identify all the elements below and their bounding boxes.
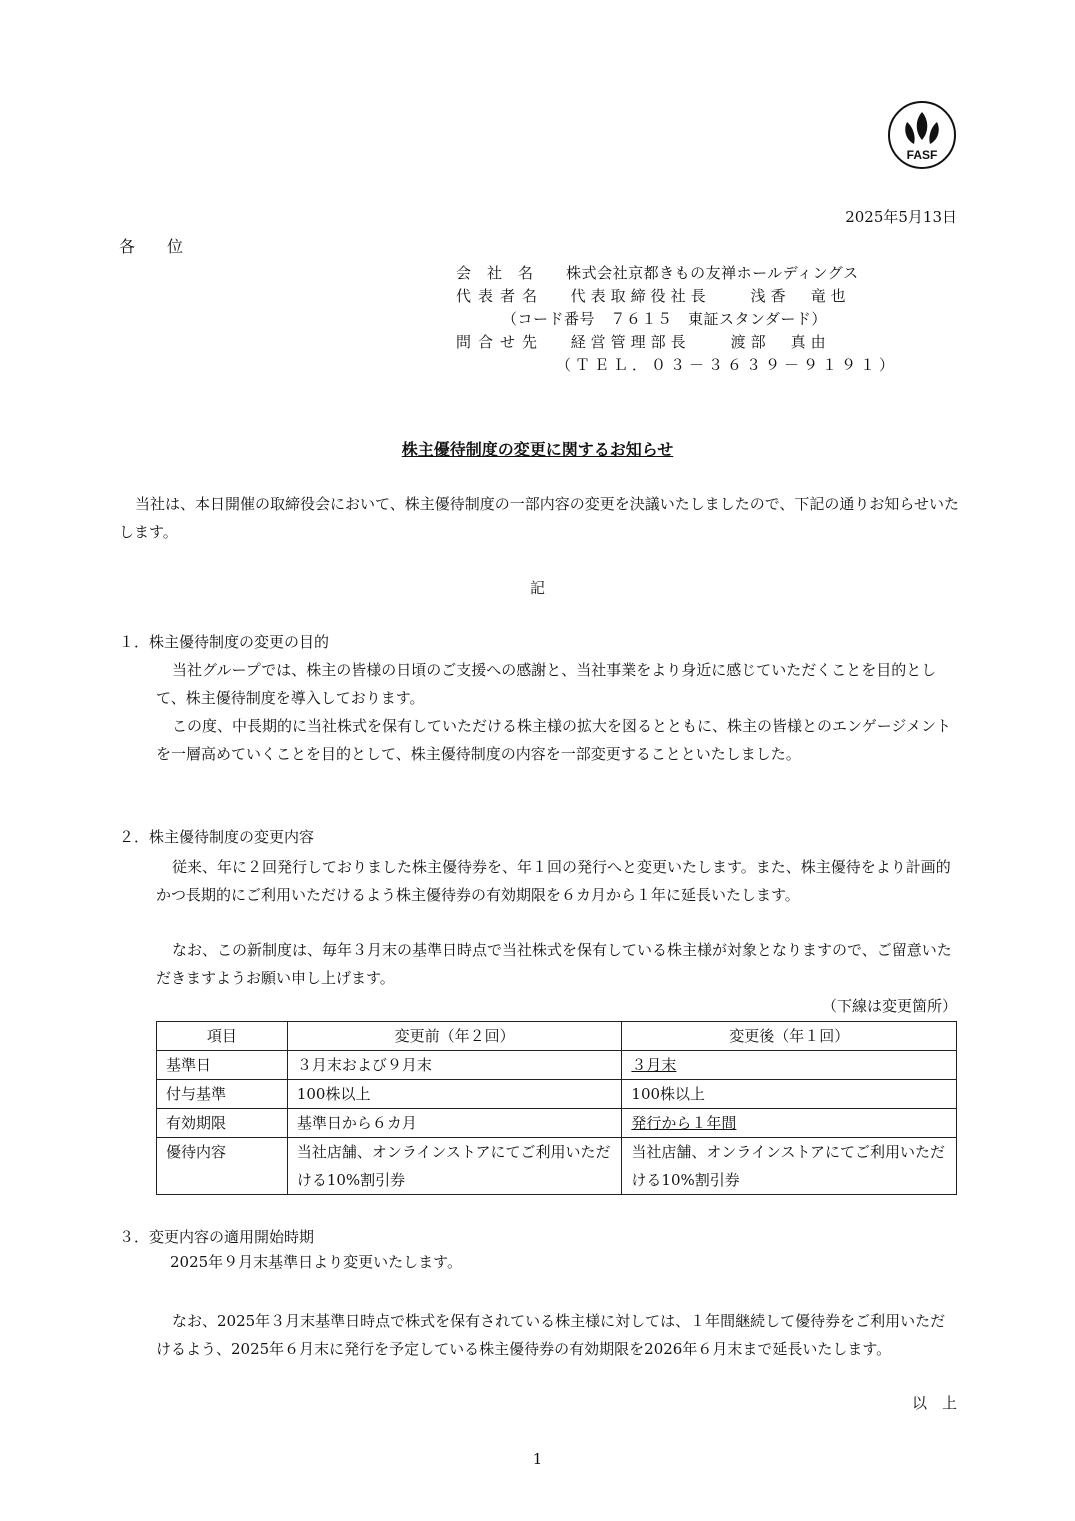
table-cell: 基準日 <box>157 1051 288 1080</box>
section3-body: 2025年９月末基準日より変更いたします。 <box>170 1253 462 1271</box>
changed-value: ３月末 <box>631 1056 677 1074</box>
contact-value: 経営管理部長 渡部 真由 <box>570 333 831 351</box>
section1-heading: １．株主優待制度の変更の目的 <box>119 633 330 651</box>
section2-paragraph-2: なお、この新制度は、毎年３月末の基準日時点で当社株式を保有している株主様が対象となりますので、ご留意いただきますようお願い申し上げます。 <box>156 941 952 987</box>
comparison-table <box>156 1021 957 1195</box>
representative-label: 代表者名 <box>456 287 545 305</box>
representative-value: 代表取締役社長 浅香 竜也 <box>570 287 851 305</box>
table-row <box>157 1051 957 1080</box>
contact-tel: （ＴＥＬ．０３－３６３９－９１９１） <box>556 356 899 374</box>
table-cell: 基準日から６カ月 <box>287 1109 622 1138</box>
table-header-row <box>157 1022 957 1051</box>
section1-paragraph-1: 当社グループでは、株主の皆様の日頃のご支援への感謝と、当社事業をより身近に感じていただくことを目的として、株主優待制度を導入しております。 <box>156 661 937 707</box>
closing-mark: 以 上 <box>911 1394 957 1412</box>
table-row <box>157 1109 957 1138</box>
table-cell: 100株以上 <box>622 1080 957 1109</box>
change-note: （下線は変更箇所） <box>821 997 957 1015</box>
section2-paragraph-1: 従来、年に２回発行しておりました株主優待券を、年１回の発行へと変更いたします。また、株主優待をより計画的かつ長期的にご利用いただけるよう株主優待券の有効期限を６カ月から１年に延長いたします。 <box>156 858 951 904</box>
fasf-seal-logo <box>887 100 957 170</box>
table-cell: 100株以上 <box>287 1080 622 1109</box>
company-name-row <box>456 262 859 285</box>
section3-note: なお、2025年３月末基準日時点で株式を保有されている株主様に対しては、１年間継続して優待券をご利用いただけるよう、2025年６月末に発行を予定している株主優待券の有効期限を2026年６月末まで延長いたします。 <box>156 1312 946 1358</box>
table-row <box>157 1080 957 1109</box>
company-name-value: 株式会社京都きもの友禅ホールディングス <box>566 264 859 282</box>
changed-value: 発行から１年間 <box>631 1114 737 1132</box>
contact-row <box>456 331 831 354</box>
representative-row <box>456 285 851 308</box>
contact-label: 問合せ先 <box>456 333 545 351</box>
intro-paragraph: 当社は、本日開催の取締役会において、株主優待制度の一部内容の変更を決議いたしましたので、下記の通りお知らせいたします。 <box>119 495 959 541</box>
section2-heading: ２．株主優待制度の変更内容 <box>119 828 315 846</box>
table-cell: 優待内容 <box>157 1138 288 1195</box>
table-cell: 当社店舗、オンラインストアにてご利用いただける10%割引券 <box>622 1138 957 1195</box>
table-cell: 有効期限 <box>157 1109 288 1138</box>
table-header: 項目 <box>157 1022 288 1051</box>
table-header: 変更後（年１回） <box>622 1022 957 1051</box>
section1-paragraph-2: この度、中長期的に当社株式を保有していただける株主様の拡大を図るとともに、株主の皆様とのエンゲージメントを一層高めていくことを目的として、株主優待制度の内容を一部変更することといたしました。 <box>156 717 951 763</box>
addressee: 各 位 <box>119 237 184 256</box>
document-title: 株主優待制度の変更に関するお知らせ <box>401 440 674 459</box>
table-header: 変更前（年２回） <box>287 1022 622 1051</box>
table-cell: ３月末および９月末 <box>287 1051 622 1080</box>
section3-heading: ３．変更内容の適用開始時期 <box>119 1228 315 1246</box>
document-date: 2025年5月13日 <box>845 208 957 226</box>
table-cell <box>622 1109 957 1138</box>
table-cell: 付与基準 <box>157 1080 288 1109</box>
ki-marker: 記 <box>529 579 545 597</box>
page-number: 1 <box>532 1450 543 1468</box>
table-row <box>157 1138 957 1195</box>
company-name-label: 会 社 名 <box>456 264 534 282</box>
seal-text: FASF <box>906 148 938 162</box>
table-cell: 当社店舗、オンラインストアにてご利用いただける10%割引券 <box>287 1138 622 1195</box>
stock-code: （コード番号 ７６１５ 東証スタンダード） <box>502 310 827 328</box>
table-cell <box>622 1051 957 1080</box>
